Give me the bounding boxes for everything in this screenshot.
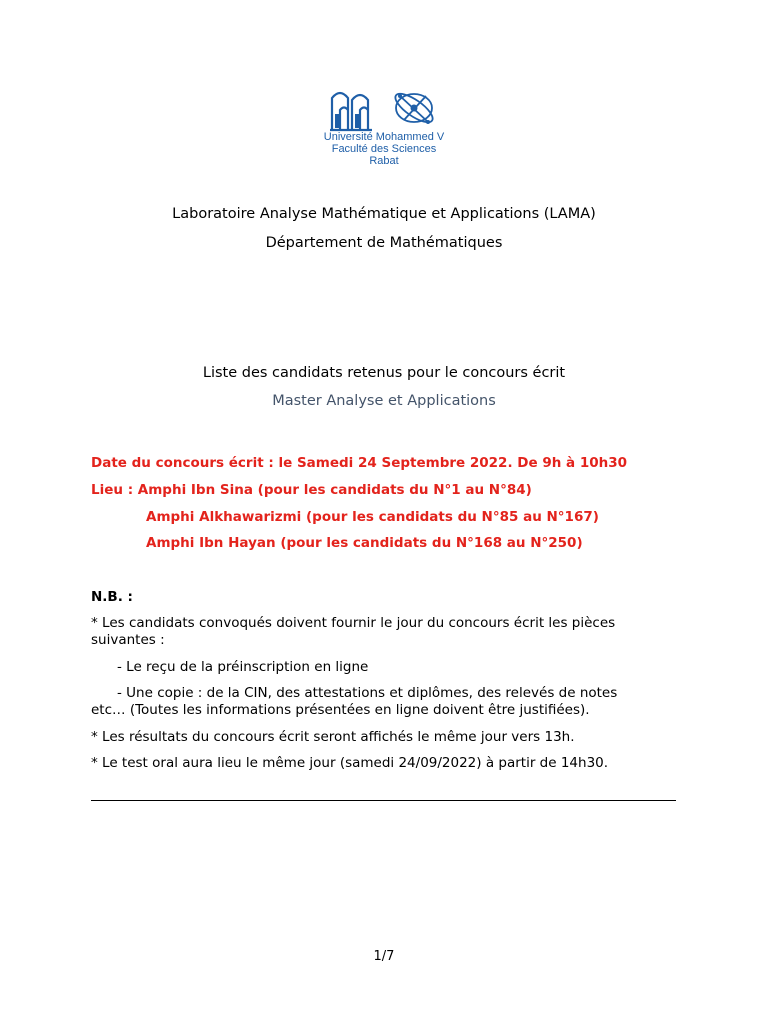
exam-date: Date du concours écrit : le Samedi 24 Septembre 2022. De 9h à 10h30	[91, 455, 628, 471]
notes-heading: N.B. :	[91, 589, 133, 605]
university-logo	[296, 86, 472, 172]
page-title: Liste des candidats retenus pour le concours écrit	[202, 365, 566, 381]
exam-location-1: Lieu : Amphi Ibn Sina (pour les candidats du N°1 au N°84)	[91, 482, 532, 498]
required-item-2-line-1: - Une copie : de la CIN, des attestations et diplômes, des relevés de notes	[117, 685, 618, 701]
lab-heading: Laboratoire Analyse Mathématique et Applications (LAMA)	[172, 206, 596, 222]
exam-location-3: Amphi Ibn Hayan (pour les candidats du N°168 au N°250)	[146, 535, 583, 551]
page-number: 1/7	[373, 949, 395, 964]
program-subtitle: Master Analyse et Applications	[272, 393, 496, 409]
university-emblem-icon	[296, 86, 472, 136]
logo-line-university: Université Mohammed V	[323, 131, 445, 143]
required-item-1: - Le reçu de la préinscription en ligne	[117, 659, 369, 675]
required-item-2-line-2: etc… (Toutes les informations présentées en ligne doivent être justifiées).	[91, 702, 590, 718]
note-oral-test: * Le test oral aura lieu le même jour (samedi 24/09/2022) à partir de 14h30.	[91, 755, 609, 771]
department-heading: Département de Mathématiques	[265, 235, 503, 251]
section-divider	[91, 800, 676, 801]
note-results: * Les résultats du concours écrit seront affichés le même jour vers 13h.	[91, 729, 575, 745]
logo-line-city: Rabat	[369, 155, 399, 167]
exam-location-2: Amphi Alkhawarizmi (pour les candidats du N°85 au N°167)	[146, 509, 599, 525]
note-1-line-2: suivantes :	[91, 632, 165, 648]
note-1-line-1: * Les candidats convoqués doivent fournir le jour du concours écrit les pièces	[91, 615, 616, 631]
logo-line-faculty: Faculté des Sciences	[331, 143, 437, 155]
